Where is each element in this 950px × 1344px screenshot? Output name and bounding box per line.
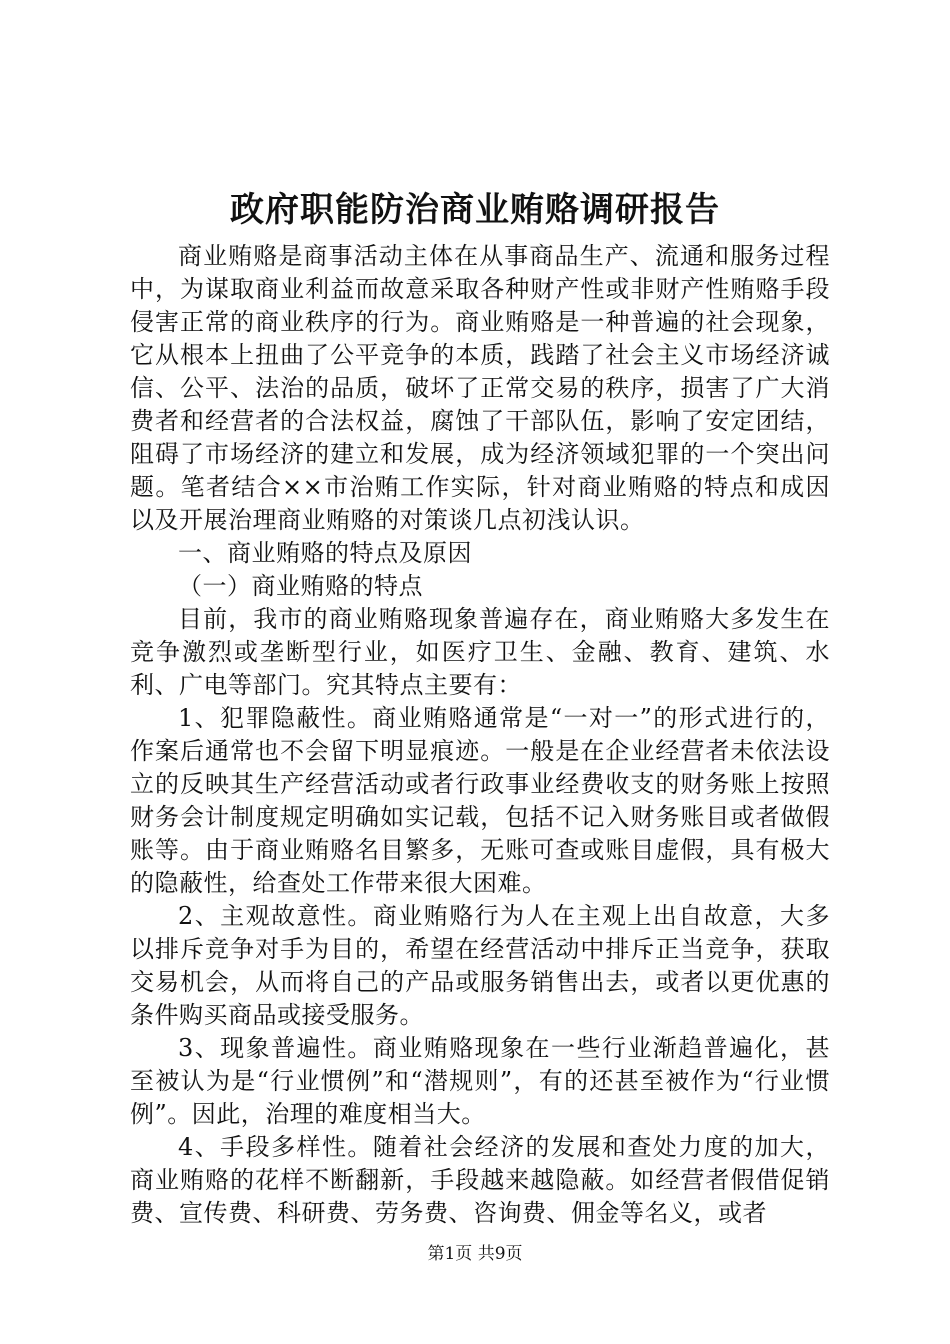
section-heading: 一、商业贿赂的特点及原因: [178, 539, 472, 567]
page-number: 第1页 共9页: [427, 1244, 523, 1264]
paragraph-point-2: 2、主观故意性。商业贿赂行为人在主观上出自故意，大多以排斥竞争对手为目的，希望在经营活动中排斥正当竞争，获取交易机会，从而将自己的产品或服务销售出去，或者以更优惠的条件购买商品或接受服务。: [130, 902, 830, 1029]
document-title: 政府职能防治商业贿赂调研报告: [230, 190, 720, 230]
paragraph-point-3: 3、现象普遍性。商业贿赂现象在一些行业渐趋普遍化，甚至被认为是“行业惯例”和“潜规则”，有的还甚至被作为“行业惯例”。因此，治理的难度相当大。: [130, 1034, 830, 1128]
paragraph-point-1: 1、犯罪隐蔽性。商业贿赂通常是“一对一”的形式进行的，作案后通常也不会留下明显痕迹。一般是在企业经营者未依法设立的反映其生产经营活动或者行政事业经费收支的财务账上按照财务会计制度规定明确如实记载，包括不记入财务账目或者做假账等。由于商业贿赂名目繁多，无账可查或账目虚假，具有极大的隐蔽性，给查处工作带来很大困难。: [130, 704, 830, 897]
document-body: [130, 240, 830, 1230]
paragraph-overview: 目前，我市的商业贿赂现象普遍存在，商业贿赂大多发生在竞争激烈或垄断型行业，如医疗卫生、金融、教育、建筑、水利、广电等部门。究其特点主要有：: [130, 605, 830, 699]
paragraph-intro: 商业贿赂是商事活动主体在从事商品生产、流通和服务过程中，为谋取商业利益而故意采取各种财产性或非财产性贿赂手段侵害正常的商业秩序的行为。商业贿赂是一种普遍的社会现象，它从根本上扭曲了公平竞争的本质，践踏了社会主义市场经济诚信、公平、法治的品质，破坏了正常交易的秩序，损害了广大消费者和经营者的合法权益，腐蚀了干部队伍，影响了安定团结，阻碍了市场经济的建立和发展，成为经济领域犯罪的一个突出问题。笔者结合××市治贿工作实际，针对商业贿赂的特点和成因以及开展治理商业贿赂的对策谈几点初浅认识。: [130, 242, 830, 534]
subsection-heading: （一）商业贿赂的特点: [178, 572, 423, 600]
paragraph-point-4: 4、手段多样性。随着社会经济的发展和查处力度的加大，商业贿赂的花样不断翻新，手段越来越隐蔽。如经营者假借促销费、宣传费、科研费、劳务费、咨询费、佣金等名义，或者: [130, 1133, 830, 1227]
